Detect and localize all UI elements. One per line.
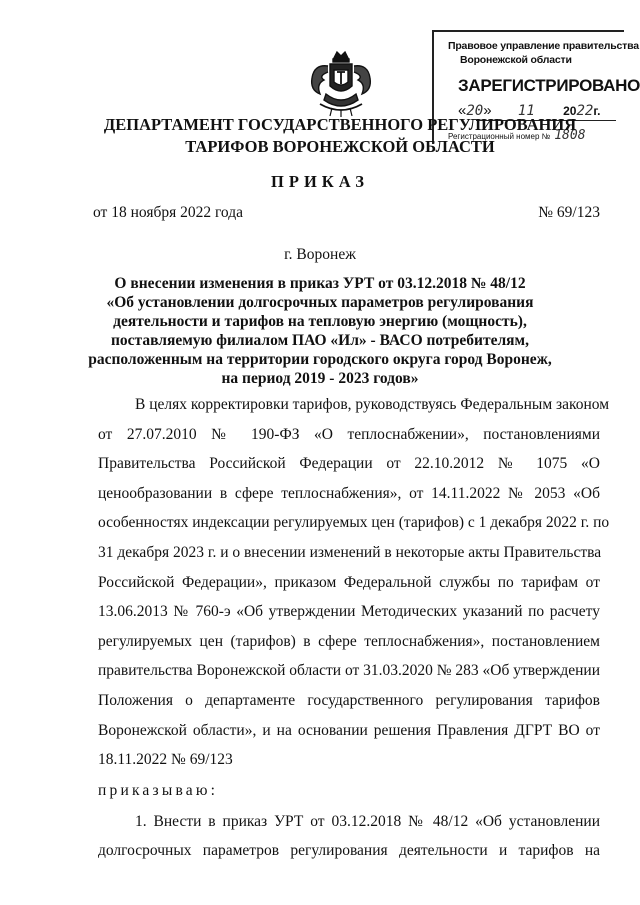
subject-line: расположенным на территории городского округа город Воронеж, (88, 351, 552, 368)
stamp-year-suffix: 22 (576, 103, 594, 119)
stamp-line2: Воронежской области (460, 54, 572, 66)
body-line: Воронежской области», и на основании решения Правления ДГРТ ВО от (98, 721, 600, 739)
subject-line: поставляемую филиалом ПАО «Ил» - ВАСО потребителям, (111, 332, 529, 349)
subject-line: на период 2019 - 2023 годов» (221, 370, 419, 387)
order-date: от 18 ноября 2022 года (93, 204, 244, 221)
order-number: № 69/123 (538, 204, 600, 221)
coat-of-arms (306, 50, 376, 118)
prikazyvayu-label: приказываю: (98, 781, 219, 799)
order-body (98, 390, 610, 866)
department-line1: ДЕПАРТАМЕНТ ГОСУДАРСТВЕННОГО РЕГУЛИРОВАНИЯ (103, 115, 577, 134)
body-line: регулируемых цен (тарифов) в сфере теплоснабжения», постановлением (98, 632, 600, 650)
order-subject (60, 274, 580, 388)
stamp-line1: Правовое управление правительства (448, 40, 639, 52)
body-line: Правительства Российской Федерации от 22.10.2012 № 1075 «О (98, 455, 600, 473)
body-line: правительства Воронежской области от 31.03.2020 № 283 «Об утверждении (98, 662, 600, 680)
body-line: 31 декабря 2023 г. и о внесении изменений в некоторые акты Правительства (98, 543, 602, 561)
body-line: 13.06.2013 № 760-э «Об утверждении Методических указаний по расчету (98, 603, 600, 621)
department-line2: ТАРИФОВ ВОРОНЕЖСКОЙ ОБЛАСТИ (185, 137, 495, 156)
body-line: ценообразовании в сфере теплоснабжения», от 14.11.2022 № 2053 «Об (98, 484, 600, 502)
order-title: ПРИКАЗ (271, 172, 369, 191)
item-1-paragraph (98, 807, 600, 866)
preamble-paragraph (98, 390, 610, 775)
stamp-status: ЗАРЕГИСТРИРОВАНО (458, 76, 640, 95)
body-line: долгосрочных параметров регулирования деятельности и тарифов на (98, 842, 600, 860)
body-line: 1. Внести в приказ УРТ от 03.12.2018 № 48/12 «Об установлении (135, 812, 600, 830)
body-line: от 27.07.2010 № 190-ФЗ «О теплоснабжении», постановлениями (98, 425, 600, 443)
stamp-date: «20» 11 2022г. (458, 102, 601, 119)
order-city: г. Воронеж (284, 246, 356, 263)
body-line: 18.11.2022 № 69/123 (98, 751, 233, 769)
subject-line: «Об установлении долгосрочных параметров регулирования (106, 294, 534, 311)
stamp-reg-label: Регистрационный номер № (448, 132, 551, 141)
stamp-year-prefix: 20 (563, 104, 577, 118)
body-line: Положения о департаменте государственного регулирования тарифов (98, 691, 600, 709)
stamp-date-day: 20 (466, 103, 484, 119)
body-line: Российской Федерации», приказом Федеральной службы по тарифам от (98, 573, 600, 591)
subject-line: деятельности и тарифов на тепловую энергию (мощность), (113, 313, 527, 330)
stamp-year-unit: г. (593, 104, 601, 118)
body-line: В целях корректировки тарифов, руководствуясь Федеральным законом (135, 396, 610, 413)
department-header (60, 114, 620, 158)
voronezh-coat-of-arms-icon (306, 50, 376, 118)
stamp-date-month: 11 (517, 103, 535, 119)
stamp-reg-number: 1808 (554, 128, 586, 143)
body-line: особенностях индексации регулируемых цен (тарифов) с 1 декабря 2022 г. по (98, 514, 610, 532)
subject-line: О внесении изменения в приказ УРТ от 03.12.2018 № 48/12 (114, 275, 526, 292)
